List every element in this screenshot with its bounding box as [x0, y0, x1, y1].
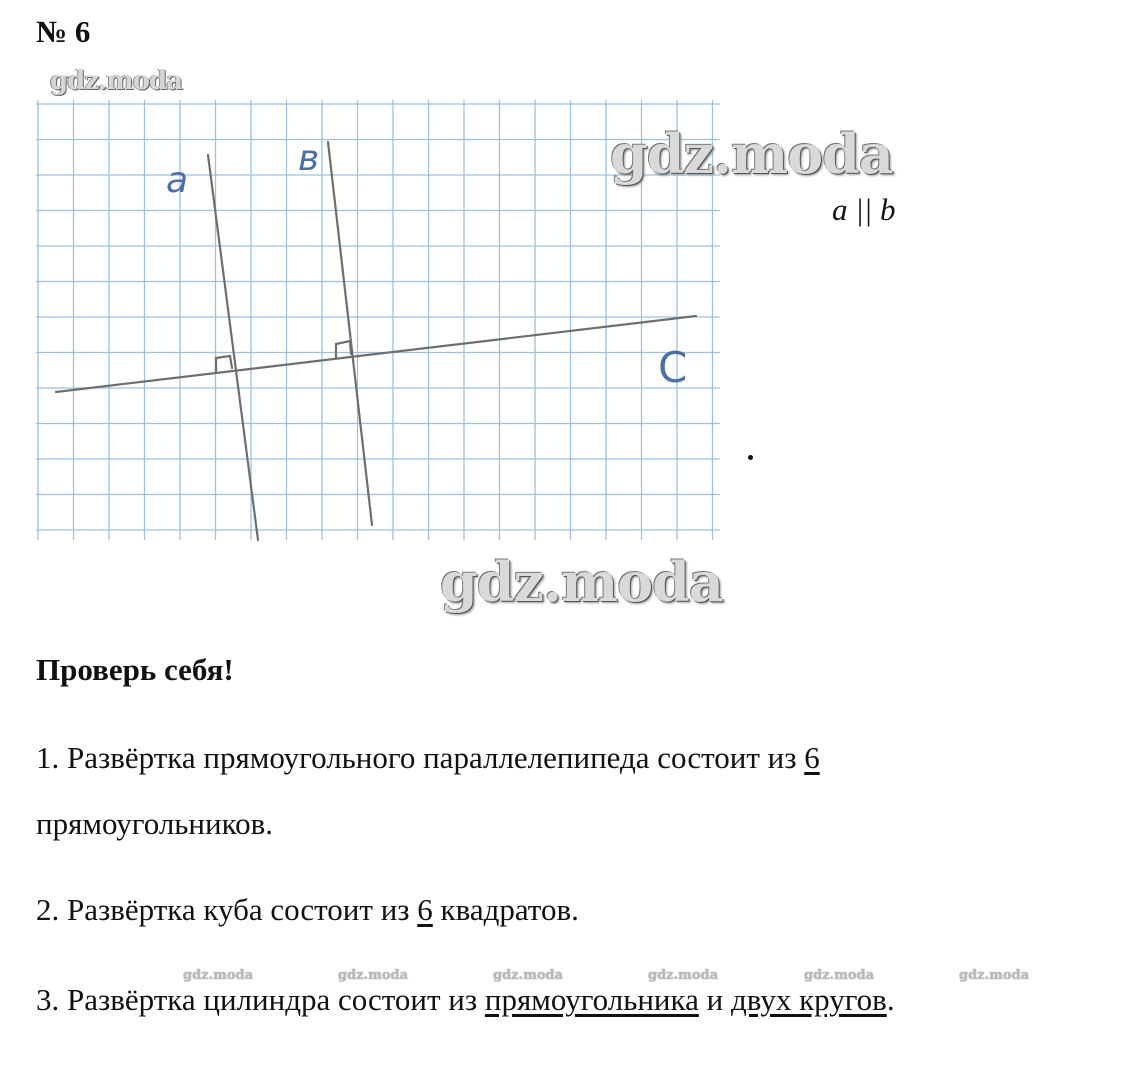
- watermark-tiny: gdz.moda: [959, 968, 1030, 983]
- statement-2-answer: 6: [417, 892, 433, 927]
- task-number: № 6: [36, 14, 91, 49]
- line-c: [56, 316, 696, 392]
- line-b: [328, 142, 372, 525]
- dot: [748, 455, 753, 460]
- statement-3-answer-2: двух кругов: [730, 982, 887, 1017]
- statement-1-continued: прямоугольников.: [36, 806, 273, 841]
- statement-3-answer-1: прямоугольника: [484, 982, 699, 1017]
- watermark-large-1: gdz.moda: [610, 122, 893, 186]
- statement-1-answer: 6: [804, 740, 820, 775]
- watermark-tiny: gdz.moda: [648, 968, 719, 983]
- statement-2: [36, 892, 579, 928]
- figure-label-b: в: [298, 138, 320, 179]
- parallel-note: a || b: [832, 192, 896, 227]
- check-yourself-title: Проверь себя!: [36, 652, 234, 687]
- statement-2-text: 2. Развёртка куба состоит из: [36, 892, 418, 927]
- watermark-large-2: gdz.moda: [440, 550, 723, 614]
- statement-3-suffix: .: [886, 982, 895, 1017]
- watermark-tiny: gdz.moda: [338, 968, 409, 983]
- right-angle-mark-a: [216, 356, 232, 372]
- statement-1-text: 1. Развёртка прямоугольного параллелепипеда состоит из: [36, 740, 805, 775]
- statement-3-middle: и: [698, 982, 731, 1017]
- statement-1: [36, 740, 820, 776]
- watermark-small: gdz.moda: [50, 66, 183, 96]
- statement-3: [36, 982, 895, 1018]
- figure-label-a: a: [166, 160, 189, 201]
- figure-label-c: C: [658, 343, 688, 392]
- watermark-tiny: gdz.moda: [493, 968, 564, 983]
- statement-2-suffix: квадратов.: [432, 892, 579, 927]
- watermark-tiny: gdz.moda: [183, 968, 254, 983]
- right-angle-mark-b: [336, 341, 351, 358]
- watermark-tiny: gdz.moda: [804, 968, 875, 983]
- statement-3-text: 3. Развёртка цилиндра состоит из: [36, 982, 485, 1017]
